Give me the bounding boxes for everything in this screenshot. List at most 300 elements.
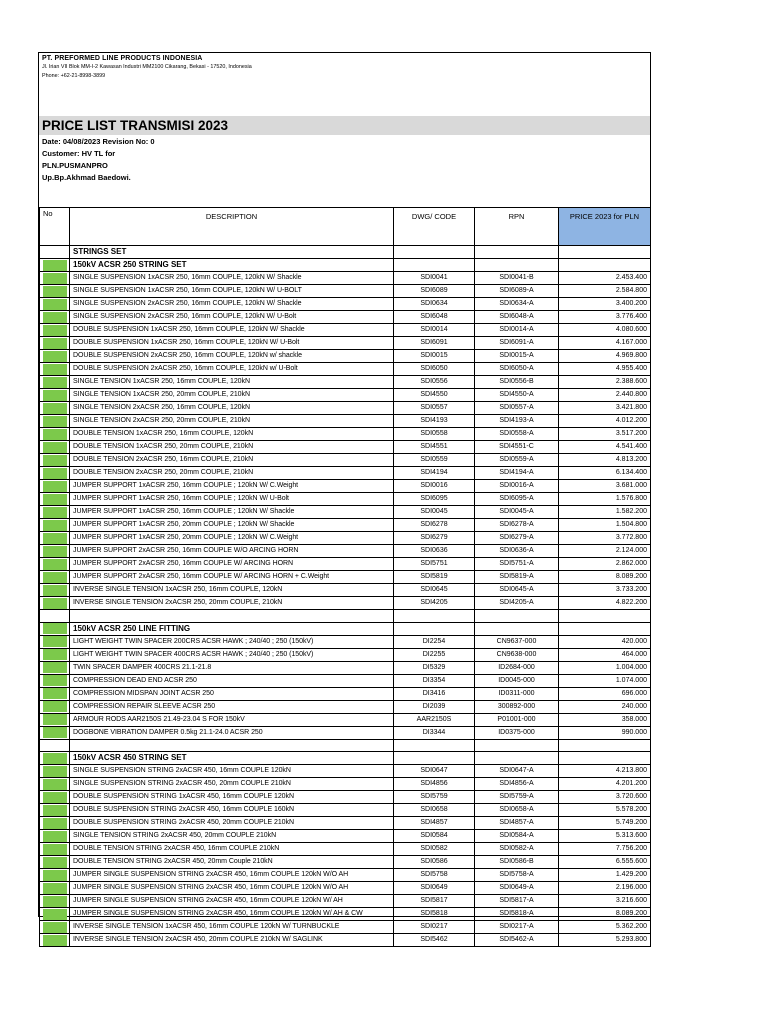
row-price <box>559 622 651 635</box>
row-price: 4.213.800 <box>559 765 651 778</box>
row-description: DOUBLE SUSPENSION STRING 2xACSR 450, 20mm COUPLE 210kN <box>70 817 394 830</box>
row-description: DOUBLE SUSPENSION STRING 1xACSR 450, 16mm COUPLE 120kN <box>70 791 394 804</box>
green-marker <box>43 299 67 310</box>
header-no: No <box>40 208 70 246</box>
row-rpn: SDI4551-C <box>475 441 559 454</box>
row-price: 4.201.200 <box>559 778 651 791</box>
green-marker <box>43 909 67 920</box>
row-price: 7.756.200 <box>559 843 651 856</box>
row-no-cell <box>40 726 70 739</box>
row-dwg-code: SDI6050 <box>394 363 475 376</box>
row-rpn: SDI0558-A <box>475 428 559 441</box>
table-row <box>40 830 651 843</box>
row-no-cell <box>40 246 70 259</box>
green-marker <box>43 546 67 557</box>
row-dwg-code: SDI4205 <box>394 597 475 610</box>
row-description: DOUBLE TENSION STRING 2xACSR 450, 16mm COUPLE 210kN <box>70 843 394 856</box>
customer-line: Customer: HV TL for <box>42 149 116 158</box>
header-description: DESCRIPTION <box>70 208 394 246</box>
row-no-cell <box>40 934 70 947</box>
row-no-cell <box>40 610 70 623</box>
row-price: 4.080.600 <box>559 324 651 337</box>
row-price: 420.000 <box>559 635 651 648</box>
row-no-cell <box>40 285 70 298</box>
row-rpn: SDI4205-A <box>475 597 559 610</box>
price-table <box>39 207 651 947</box>
row-price: 1.504.800 <box>559 519 651 532</box>
row-rpn: SDI0557-A <box>475 402 559 415</box>
row-rpn: SDI0015-A <box>475 350 559 363</box>
table-row <box>40 843 651 856</box>
row-no-cell <box>40 622 70 635</box>
row-dwg-code: SDI6048 <box>394 311 475 324</box>
green-marker <box>43 844 67 855</box>
row-dwg-code: SDI4551 <box>394 441 475 454</box>
row-description: SINGLE TENSION 2xACSR 250, 16mm COUPLE, 120kN <box>70 402 394 415</box>
row-description: SINGLE TENSION 1xACSR 250, 16mm COUPLE, 120kN <box>70 376 394 389</box>
row-description: JUMPER SUPPORT 1xACSR 250, 16mm COUPLE ; 120kN W/ C.Weight <box>70 480 394 493</box>
table-row <box>40 376 651 389</box>
row-no-cell <box>40 402 70 415</box>
green-marker <box>43 533 67 544</box>
table-row <box>40 921 651 934</box>
row-price: 1.582.200 <box>559 506 651 519</box>
table-row <box>40 856 651 869</box>
row-price: 4.167.000 <box>559 337 651 350</box>
row-description: DOUBLE TENSION 2xACSR 250, 16mm COUPLE, 210kN <box>70 454 394 467</box>
row-price: 3.776.400 <box>559 311 651 324</box>
table-row <box>40 661 651 674</box>
row-description: JUMPER SINGLE SUSPENSION STRING 2xACSR 450, 16mm COUPLE 120kN W/O AH <box>70 882 394 895</box>
row-price: 8.089.200 <box>559 908 651 921</box>
row-no-cell <box>40 635 70 648</box>
blank-row <box>40 739 651 752</box>
row-price: 3.772.800 <box>559 532 651 545</box>
row-rpn: CN9638-000 <box>475 648 559 661</box>
row-rpn: SDI5759-A <box>475 791 559 804</box>
row-price: 2.584.800 <box>559 285 651 298</box>
table-row <box>40 337 651 350</box>
row-price: 1.576.800 <box>559 493 651 506</box>
section-row <box>40 752 651 765</box>
company-address: Jl. Irian VII Blok MM-I-2 Kawasan Industri MM2100 Cikarang, Bekasi - 17520, Indonesia <box>42 64 252 70</box>
row-rpn: SDI4194-A <box>475 467 559 480</box>
row-description <box>70 610 394 623</box>
section-title: 150kV ACSR 450 STRING SET <box>70 752 394 765</box>
attn-line: Up.Bp.Akhmad Baedowi. <box>42 173 131 182</box>
row-description: SINGLE SUSPENSION STRING 2xACSR 450, 16mm COUPLE 120kN <box>70 765 394 778</box>
table-row <box>40 597 651 610</box>
row-price: 5.749.200 <box>559 817 651 830</box>
row-rpn <box>475 739 559 752</box>
row-price: 1.429.200 <box>559 869 651 882</box>
row-dwg-code: SDI5751 <box>394 558 475 571</box>
green-marker <box>43 922 67 933</box>
row-dwg-code: SDI0016 <box>394 480 475 493</box>
green-marker <box>43 312 67 323</box>
row-description: JUMPER SINGLE SUSPENSION STRING 2xACSR 450, 16mm COUPLE 120kN W/ AH <box>70 895 394 908</box>
row-no-cell <box>40 467 70 480</box>
row-description: COMPRESSION DEAD END ACSR 250 <box>70 674 394 687</box>
row-price: 358.000 <box>559 713 651 726</box>
row-price: 2.388.600 <box>559 376 651 389</box>
row-description: JUMPER SUPPORT 1xACSR 250, 20mm COUPLE ; 120kN W/ Shackle <box>70 519 394 532</box>
row-no-cell <box>40 298 70 311</box>
green-marker <box>43 753 67 764</box>
row-rpn: SDI0217-A <box>475 921 559 934</box>
row-rpn: SDI0645-A <box>475 584 559 597</box>
row-price: 2.196.000 <box>559 882 651 895</box>
row-description: ARMOUR RODS AAR2150S 21.49-23.04 S FOR 150kV <box>70 713 394 726</box>
row-description: JUMPER SUPPORT 2xACSR 250, 16mm COUPLE W/O ARCING HORN <box>70 545 394 558</box>
table-row <box>40 532 651 545</box>
green-marker <box>43 559 67 570</box>
green-marker <box>43 494 67 505</box>
row-price: 2.862.000 <box>559 558 651 571</box>
table-row <box>40 389 651 402</box>
green-marker <box>43 636 67 647</box>
row-price: 2.453.400 <box>559 272 651 285</box>
row-description: LIGHT WEIGHT TWIN SPACER 200CRS ACSR HAWK ; 240/40 ; 250 (150kV) <box>70 635 394 648</box>
row-no-cell <box>40 584 70 597</box>
row-price: 696.000 <box>559 687 651 700</box>
row-no-cell <box>40 752 70 765</box>
row-no-cell <box>40 856 70 869</box>
row-dwg-code: SDI5817 <box>394 895 475 908</box>
row-dwg-code: SDI6091 <box>394 337 475 350</box>
row-rpn: SDI0041-B <box>475 272 559 285</box>
row-dwg-code: SDI6095 <box>394 493 475 506</box>
row-dwg-code: SDI5759 <box>394 791 475 804</box>
row-dwg-code: SDI4550 <box>394 389 475 402</box>
green-marker <box>43 364 67 375</box>
table-row <box>40 713 651 726</box>
row-dwg-code: SDI0645 <box>394 584 475 597</box>
green-marker <box>43 585 67 596</box>
row-description: SINGLE SUSPENSION 1xACSR 250, 16mm COUPLE, 120kN W/ U-BOLT <box>70 285 394 298</box>
green-marker <box>43 351 67 362</box>
row-dwg-code: SDI0582 <box>394 843 475 856</box>
row-dwg-code: SDI5819 <box>394 571 475 584</box>
row-dwg-code: SDI0658 <box>394 804 475 817</box>
section-title: STRINGS SET <box>70 246 394 259</box>
row-price: 3.733.200 <box>559 584 651 597</box>
row-dwg-code <box>394 739 475 752</box>
row-no-cell <box>40 739 70 752</box>
row-no-cell <box>40 311 70 324</box>
row-description: DOUBLE TENSION 2xACSR 250, 20mm COUPLE, 210kN <box>70 467 394 480</box>
table-row <box>40 882 651 895</box>
row-no-cell <box>40 350 70 363</box>
company-name: PT. PREFORMED LINE PRODUCTS INDONESIA <box>42 55 203 62</box>
green-marker <box>43 883 67 894</box>
table-row <box>40 895 651 908</box>
green-marker <box>43 792 67 803</box>
table-row <box>40 700 651 713</box>
row-price: 2.124.000 <box>559 545 651 558</box>
table-row <box>40 584 651 597</box>
row-rpn: SDI0647-A <box>475 765 559 778</box>
green-marker <box>43 870 67 881</box>
row-dwg-code: SDI6278 <box>394 519 475 532</box>
row-price: 5.362.200 <box>559 921 651 934</box>
row-price <box>559 752 651 765</box>
row-dwg-code: DI3416 <box>394 687 475 700</box>
green-marker <box>43 714 67 725</box>
row-price: 4.822.200 <box>559 597 651 610</box>
row-dwg-code: DI3354 <box>394 674 475 687</box>
row-dwg-code <box>394 610 475 623</box>
row-description: DOUBLE TENSION 1xACSR 250, 20mm COUPLE, 210kN <box>70 441 394 454</box>
table-row <box>40 804 651 817</box>
table-row <box>40 272 651 285</box>
green-marker <box>43 377 67 388</box>
row-dwg-code: SDI0649 <box>394 882 475 895</box>
row-dwg-code: DI2254 <box>394 635 475 648</box>
table-row <box>40 545 651 558</box>
row-dwg-code: SDI4856 <box>394 778 475 791</box>
table-row <box>40 519 651 532</box>
row-no-cell <box>40 259 70 272</box>
row-dwg-code: DI2039 <box>394 700 475 713</box>
row-dwg-code <box>394 259 475 272</box>
row-rpn: SDI4193-A <box>475 415 559 428</box>
row-price: 4.969.800 <box>559 350 651 363</box>
row-rpn: SDI5751-A <box>475 558 559 571</box>
row-dwg-code: SDI4194 <box>394 467 475 480</box>
row-description: DOGBONE VIBRATION DAMPER 0.5kg 21.1-24.0 ACSR 250 <box>70 726 394 739</box>
row-description: SINGLE TENSION STRING 2xACSR 450, 20mm COUPLE 210kN <box>70 830 394 843</box>
row-dwg-code: SDI0015 <box>394 350 475 363</box>
row-description: INVERSE SINGLE TENSION 2xACSR 450, 20mm COUPLE 210kN W/ SAGLINK <box>70 934 394 947</box>
green-marker <box>43 416 67 427</box>
table-row <box>40 506 651 519</box>
row-no-cell <box>40 558 70 571</box>
row-no-cell <box>40 830 70 843</box>
row-rpn: SDI4856-A <box>475 778 559 791</box>
row-rpn: SDI0634-A <box>475 298 559 311</box>
green-marker <box>43 468 67 479</box>
table-row <box>40 934 651 947</box>
green-marker <box>43 481 67 492</box>
row-no-cell <box>40 454 70 467</box>
row-rpn <box>475 246 559 259</box>
table-row <box>40 480 651 493</box>
row-price: 8.089.200 <box>559 571 651 584</box>
row-price: 3.421.800 <box>559 402 651 415</box>
table-row <box>40 402 651 415</box>
row-price <box>559 739 651 752</box>
row-price: 3.400.200 <box>559 298 651 311</box>
row-rpn: SDI0584-A <box>475 830 559 843</box>
row-rpn: 300892-000 <box>475 700 559 713</box>
row-dwg-code: SDI0556 <box>394 376 475 389</box>
row-description: SINGLE TENSION 2xACSR 250, 20mm COUPLE, 210kN <box>70 415 394 428</box>
row-description: DOUBLE SUSPENSION STRING 2xACSR 450, 16mm COUPLE 160kN <box>70 804 394 817</box>
row-description: DOUBLE TENSION 1xACSR 250, 16mm COUPLE, 120kN <box>70 428 394 441</box>
table-row <box>40 363 651 376</box>
row-price: 1.074.000 <box>559 674 651 687</box>
row-description: JUMPER SUPPORT 1xACSR 250, 20mm COUPLE ; 120kN W/ C.Weight <box>70 532 394 545</box>
row-dwg-code: AAR2150S <box>394 713 475 726</box>
row-price: 1.004.000 <box>559 661 651 674</box>
green-marker <box>43 260 67 271</box>
row-dwg-code: SDI0584 <box>394 830 475 843</box>
row-price: 4.955.400 <box>559 363 651 376</box>
row-price: 3.720.600 <box>559 791 651 804</box>
row-description: LIGHT WEIGHT TWIN SPACER 400CRS ACSR HAWK ; 240/40 ; 250 (150kV) <box>70 648 394 661</box>
row-no-cell <box>40 506 70 519</box>
table-row <box>40 635 651 648</box>
row-description: COMPRESSION MIDSPAN JOINT ACSR 250 <box>70 687 394 700</box>
row-no-cell <box>40 921 70 934</box>
row-rpn <box>475 259 559 272</box>
table-row <box>40 558 651 571</box>
row-rpn: SDI5758-A <box>475 869 559 882</box>
table-row <box>40 298 651 311</box>
row-description: TWIN SPACER DAMPER 400CRS 21.1-21.8 <box>70 661 394 674</box>
row-dwg-code <box>394 246 475 259</box>
row-no-cell <box>40 817 70 830</box>
table-row <box>40 674 651 687</box>
row-no-cell <box>40 674 70 687</box>
row-price: 2.440.800 <box>559 389 651 402</box>
green-marker <box>43 507 67 518</box>
section-row <box>40 259 651 272</box>
row-rpn: SDI5818-A <box>475 908 559 921</box>
page-title: PRICE LIST TRANSMISI 2023 <box>42 118 229 133</box>
table-row <box>40 726 651 739</box>
row-dwg-code: SDI0557 <box>394 402 475 415</box>
row-no-cell <box>40 597 70 610</box>
table-row <box>40 441 651 454</box>
section-row <box>40 246 651 259</box>
row-dwg-code: SDI0014 <box>394 324 475 337</box>
row-price: 464.000 <box>559 648 651 661</box>
row-no-cell <box>40 843 70 856</box>
row-dwg-code: SDI0217 <box>394 921 475 934</box>
row-price: 6.134.400 <box>559 467 651 480</box>
row-no-cell <box>40 337 70 350</box>
row-dwg-code: SDI0558 <box>394 428 475 441</box>
row-description: INVERSE SINGLE TENSION 2xACSR 250, 20mm COUPLE, 210kN <box>70 597 394 610</box>
row-description: DOUBLE SUSPENSION 1xACSR 250, 16mm COUPLE, 120kN W/ Shackle <box>70 324 394 337</box>
row-description: JUMPER SUPPORT 1xACSR 250, 16mm COUPLE ; 120kN W/ U-Bolt <box>70 493 394 506</box>
table-row <box>40 765 651 778</box>
row-description: DOUBLE SUSPENSION 2xACSR 250, 16mm COUPLE, 120kN w/ shackle <box>70 350 394 363</box>
row-rpn: SDI0014-A <box>475 324 559 337</box>
row-price <box>559 259 651 272</box>
row-no-cell <box>40 324 70 337</box>
row-dwg-code: SDI5462 <box>394 934 475 947</box>
row-price: 990.000 <box>559 726 651 739</box>
table-row <box>40 324 651 337</box>
row-no-cell <box>40 804 70 817</box>
green-marker <box>43 442 67 453</box>
row-rpn: CN9637-000 <box>475 635 559 648</box>
row-description: SINGLE SUSPENSION 2xACSR 250, 16mm COUPLE, 120kN W/ U-Bolt <box>70 311 394 324</box>
row-rpn: SDI6089-A <box>475 285 559 298</box>
price-list-sheet <box>38 52 651 944</box>
green-marker <box>43 429 67 440</box>
org-line: PLN.PUSMANPRO <box>42 161 108 170</box>
table-row <box>40 493 651 506</box>
row-rpn: SDI0045-A <box>475 506 559 519</box>
row-price: 5.313.600 <box>559 830 651 843</box>
green-marker <box>43 662 67 673</box>
table-row <box>40 687 651 700</box>
row-description: SINGLE SUSPENSION STRING 2xACSR 450, 20mm COUPLE 210kN <box>70 778 394 791</box>
row-no-cell <box>40 532 70 545</box>
row-rpn: SDI6279-A <box>475 532 559 545</box>
row-price: 3.216.600 <box>559 895 651 908</box>
green-marker <box>43 598 67 609</box>
green-marker <box>43 675 67 686</box>
row-no-cell <box>40 272 70 285</box>
table-row <box>40 285 651 298</box>
row-description: DOUBLE SUSPENSION 2xACSR 250, 16mm COUPLE, 120kN w/ U-Bolt <box>70 363 394 376</box>
green-marker <box>43 831 67 842</box>
table-row <box>40 311 651 324</box>
row-dwg-code: SDI6089 <box>394 285 475 298</box>
row-no-cell <box>40 648 70 661</box>
row-description: JUMPER SINGLE SUSPENSION STRING 2xACSR 450, 16mm COUPLE 120kN W/ AH & CW <box>70 908 394 921</box>
row-dwg-code <box>394 752 475 765</box>
row-no-cell <box>40 376 70 389</box>
table-row <box>40 908 651 921</box>
row-rpn: SDI6091-A <box>475 337 559 350</box>
green-marker <box>43 390 67 401</box>
row-price: 6.555.600 <box>559 856 651 869</box>
row-no-cell <box>40 389 70 402</box>
company-phone: Phone: +62-21-8998-3899 <box>42 73 106 79</box>
table-row <box>40 415 651 428</box>
row-price: 3.517.200 <box>559 428 651 441</box>
row-price <box>559 246 651 259</box>
green-marker <box>43 455 67 466</box>
row-price: 4.541.400 <box>559 441 651 454</box>
row-description: SINGLE SUSPENSION 1xACSR 250, 16mm COUPLE, 120kN W/ Shackle <box>70 272 394 285</box>
row-dwg-code: DI2255 <box>394 648 475 661</box>
row-dwg-code: DI3344 <box>394 726 475 739</box>
row-no-cell <box>40 908 70 921</box>
row-rpn: SDI0016-A <box>475 480 559 493</box>
row-rpn: SDI0586-B <box>475 856 559 869</box>
green-marker <box>43 403 67 414</box>
row-description: JUMPER SUPPORT 2xACSR 250, 16mm COUPLE W/ ARCING HORN <box>70 558 394 571</box>
row-description: DOUBLE TENSION STRING 2xACSR 450, 20mm Couple 210kN <box>70 856 394 869</box>
row-rpn: SDI4857-A <box>475 817 559 830</box>
row-rpn: SDI0658-A <box>475 804 559 817</box>
table-row <box>40 791 651 804</box>
row-no-cell <box>40 778 70 791</box>
row-rpn: SDI6095-A <box>475 493 559 506</box>
row-rpn: ID0311-000 <box>475 687 559 700</box>
table-row <box>40 428 651 441</box>
row-rpn: ID0375-000 <box>475 726 559 739</box>
green-marker <box>43 818 67 829</box>
row-price <box>559 610 651 623</box>
row-dwg-code: SDI0041 <box>394 272 475 285</box>
date-revision: Date: 04/08/2023 Revision No: 0 <box>42 137 155 146</box>
row-rpn: SDI6048-A <box>475 311 559 324</box>
section-title: 150kV ACSR 250 STRING SET <box>70 259 394 272</box>
table-row <box>40 467 651 480</box>
row-description: DOUBLE SUSPENSION 1xACSR 250, 16mm COUPLE, 120kN W/ U-Bolt <box>70 337 394 350</box>
green-marker <box>43 338 67 349</box>
green-marker <box>43 727 67 738</box>
row-rpn: SDI6050-A <box>475 363 559 376</box>
